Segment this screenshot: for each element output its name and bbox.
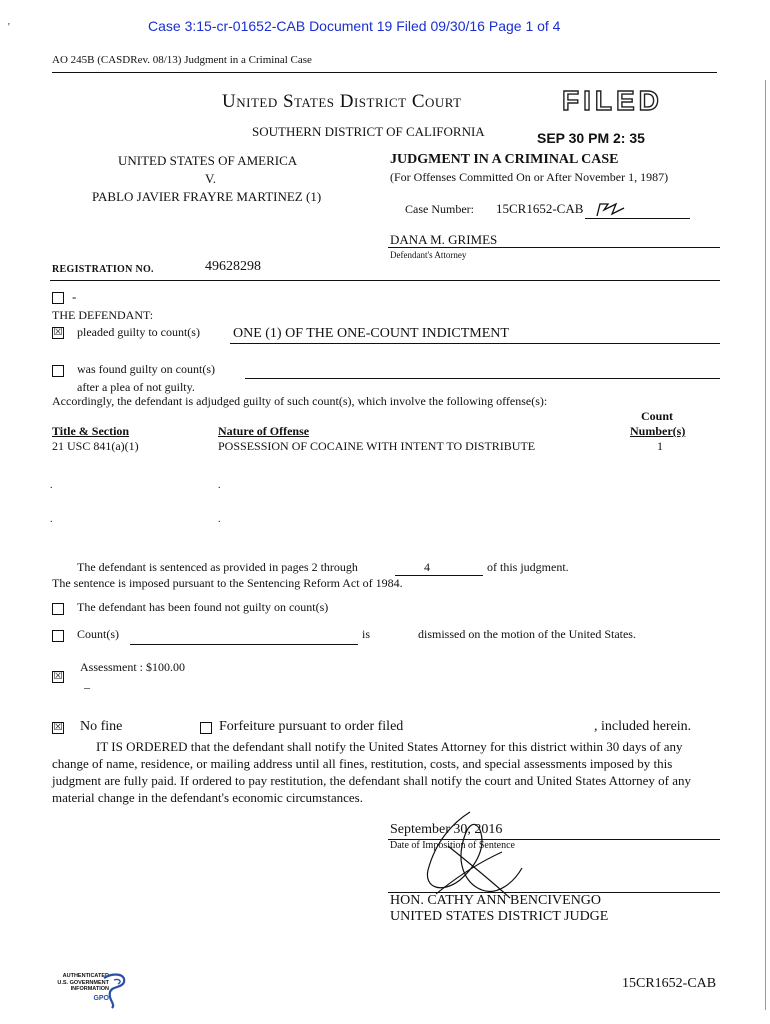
table-dot: . (50, 480, 53, 491)
table-row-count: 1 (657, 439, 663, 453)
plaintiff: UNITED STATES OF AMERICA (118, 153, 298, 168)
registration-number: 49628298 (205, 259, 261, 274)
attorney-name: DANA M. GRIMES (390, 232, 498, 247)
sentence-pages: 4 (424, 560, 430, 574)
form-id: AO 245B (CASDRev. 08/13) Judgment in a Criminal Case (52, 54, 312, 66)
ordered-paragraph (52, 738, 720, 806)
court-name: United States District Court (222, 91, 462, 112)
case-header: Case 3:15-cr-01652-CAB Document 19 Filed 09/30/16 Page 1 of 4 (148, 18, 561, 34)
count-header-top: Count (641, 409, 674, 423)
page-edge (765, 80, 766, 1010)
margin-mark: ' (8, 22, 10, 33)
count-header-bottom: Number(s) (630, 424, 686, 438)
imposition-date: September 30, 2016 (390, 822, 503, 837)
gpo-line2: U.S. GOVERNMENT (57, 979, 109, 986)
accordingly-text: Accordingly, the defendant is adjudged guilty of such count(s), which involve the following offense(s): (52, 394, 548, 408)
table-row-title-section: 21 USC 841(a)(1) (52, 439, 139, 453)
header-rule (52, 72, 717, 73)
counts-rule (130, 644, 358, 645)
judge-signature (418, 806, 528, 906)
counts-is: is (362, 627, 371, 641)
assessment-checkbox[interactable]: ☒ (53, 671, 63, 682)
found-guilty-note: after a plea of not guilty. (77, 380, 195, 394)
table-dot: . (218, 514, 221, 525)
forfeiture-checkbox[interactable] (200, 722, 212, 734)
pleaded-value: ONE (1) OF THE ONE-COUNT INDICTMENT (233, 326, 509, 341)
forfeiture-label: Forfeiture pursuant to order filed (219, 719, 404, 734)
gpo-mark: GPO (93, 994, 109, 1002)
judgment-title: JUDGMENT IN A CRIMINAL CASE (390, 152, 619, 167)
included-herein: , included herein. (594, 719, 692, 734)
nature-header: Nature of Offense (218, 424, 310, 438)
gpo-line1: AUTHENTICATED (62, 973, 109, 979)
counts-checkbox[interactable] (52, 630, 64, 642)
versus: V. (205, 171, 216, 186)
eagle-icon (100, 970, 130, 1010)
title-section-header: Title & Section (52, 424, 130, 438)
counts-label: Count(s) (77, 627, 119, 641)
the-defendant-label: THE DEFENDANT: (52, 308, 154, 322)
case-number-rule (585, 218, 690, 219)
pleaded-checkbox[interactable]: ☒ (53, 327, 63, 338)
case-number-value: 15CR1652-CAB (496, 201, 584, 216)
imposition-label: Date of Imposition of Sentence (390, 840, 515, 851)
sentence-pages-rule (395, 575, 483, 576)
judgment-subtitle: (For Offenses Committed On or After November 1, 1987) (390, 170, 669, 184)
registration-rule (50, 280, 720, 281)
registration-label: REGISTRATION NO. (52, 264, 154, 275)
judge-title: UNITED STATES DISTRICT JUDGE (390, 909, 609, 924)
table-dot: . (50, 514, 53, 525)
attorney-rule (388, 247, 720, 248)
pleaded-rule (230, 343, 720, 344)
not-guilty-label: The defendant has been found not guilty on count(s) (77, 600, 329, 614)
gpo-line3: INFORMATION (70, 986, 109, 992)
footer-case-number: 15CR1652-CAB (622, 976, 717, 991)
counts-dismissed: dismissed on the motion of the United States. (418, 627, 636, 641)
defendant-name: PABLO JAVIER FRAYRE MARTINEZ (1) (92, 189, 322, 204)
no-fine-checkbox[interactable]: ☒ (53, 722, 63, 733)
court-district: SOUTHERN DISTRICT OF CALIFORNIA (252, 124, 485, 139)
table-row-nature: POSSESSION OF COCAINE WITH INTENT TO DISTRIBUTE (218, 439, 536, 453)
sentence-line1-a: The defendant is sentenced as provided in pages 2 through (77, 560, 358, 574)
found-guilty-checkbox[interactable] (52, 365, 64, 377)
found-guilty-rule (245, 378, 720, 379)
assessment-label: Assessment : $100.00 (80, 660, 185, 674)
judge-name: HON. CATHY ANN BENCIVENGO (390, 893, 602, 908)
dash-item: - (72, 289, 77, 304)
sentence-line2: The sentence is imposed pursuant to the Sentencing Reform Act of 1984. (52, 576, 403, 590)
sentence-line1-b: of this judgment. (487, 560, 569, 574)
clerk-initials-mark (594, 200, 628, 220)
found-guilty-label: was found guilty on count(s) (77, 362, 215, 376)
case-number-label: Case Number: (405, 202, 474, 216)
assessment-dash: – (84, 680, 90, 694)
dash-checkbox[interactable] (52, 292, 64, 304)
filed-stamp: FILED (562, 85, 663, 116)
ordered-text: that the defendant shall notify the United States Attorney for this district within 30 days of any change of name, residence, or mailing address until all fines, restitution, costs, and special assessments imposed by this judgment are fully paid. If ordered to pay restitution, the defendant shall notify the court and United States Attorney of any material change in the defendant's economic circumstances. (52, 739, 691, 805)
attorney-label: Defendant's Attorney (390, 250, 467, 260)
not-guilty-checkbox[interactable] (52, 603, 64, 615)
filed-stamp-date: SEP 30 PM 2: 35 (537, 130, 645, 146)
ordered-lead: IT IS ORDERED (96, 739, 188, 754)
pleaded-label: pleaded guilty to count(s) (77, 325, 200, 339)
no-fine-label: No fine (80, 719, 123, 734)
table-dot: . (218, 480, 221, 491)
